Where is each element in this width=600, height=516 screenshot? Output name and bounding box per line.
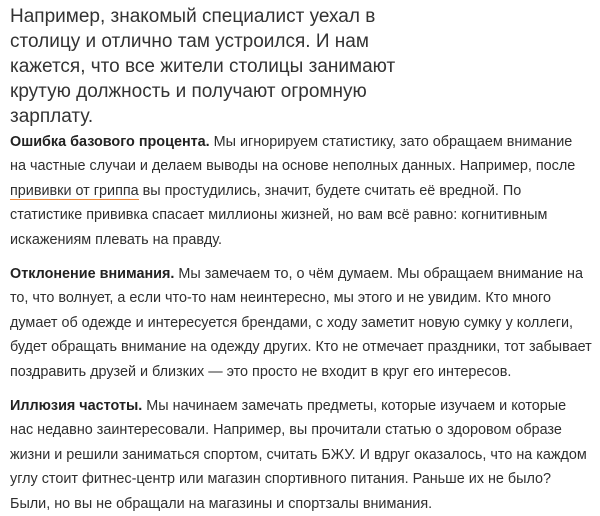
paragraph-text: вы простудились, значит, будете считать её вредной. По статистике прививка спасает миллионы жизней, но вам всё равно: когнитивным искажениям плевать на правду. <box>10 182 548 248</box>
paragraph-base-rate <box>10 130 592 252</box>
intro-line: столицу и отлично там устроился. И нам <box>10 31 369 52</box>
paragraph-text: Мы игнорируем статистику, зато обращаем внимание на частные случаи и делаем выводы на основе неполных данных. Например, после <box>10 134 576 175</box>
paragraph-text: Мы замечаем то, о чём думаем. Мы обращаем внимание на то, что волнует, а если что-то нам неинтересно, мы этого и не увидим. Кто много думает об одежде и интересуется брендами, с ходу заметит новую сумку у коллеги, будет обращать внимание на одежду других. Кто не отмечает праздники, тот забывает поздравить друзей и близких — это просто не входит в круг его интересов. <box>10 266 592 380</box>
paragraph-attention-bias <box>10 262 592 384</box>
intro-quote <box>10 4 430 129</box>
term-base-rate: Ошибка базового процента. <box>10 134 210 150</box>
intro-line: зарплату. <box>10 106 94 127</box>
intro-line: крутую должность и получают огромную <box>10 81 367 102</box>
intro-line: кажется, что все жители столицы занимают <box>10 56 396 77</box>
paragraph-frequency-illusion <box>10 394 592 516</box>
flu-vaccine-link[interactable]: прививки от гриппа <box>10 182 139 199</box>
term-attention-bias: Отклонение внимания. <box>10 266 175 282</box>
term-frequency-illusion: Иллюзия частоты. <box>10 398 143 414</box>
intro-line: Например, знакомый специалист уехал в <box>10 6 376 27</box>
paragraph-text: Мы начинаем замечать предметы, которые изучаем и которые нас недавно заинтересовали. Например, вы прочитали статью о здоровом образе жизни и решили заниматься спортом, считать БЖУ. И вдруг оказалось, что на каждом углу стоит фитнес-центр или магазин спортивного питания. Раньше их не было? Были, но вы не обращали на магазины и спортзалы внимания. <box>10 398 587 512</box>
